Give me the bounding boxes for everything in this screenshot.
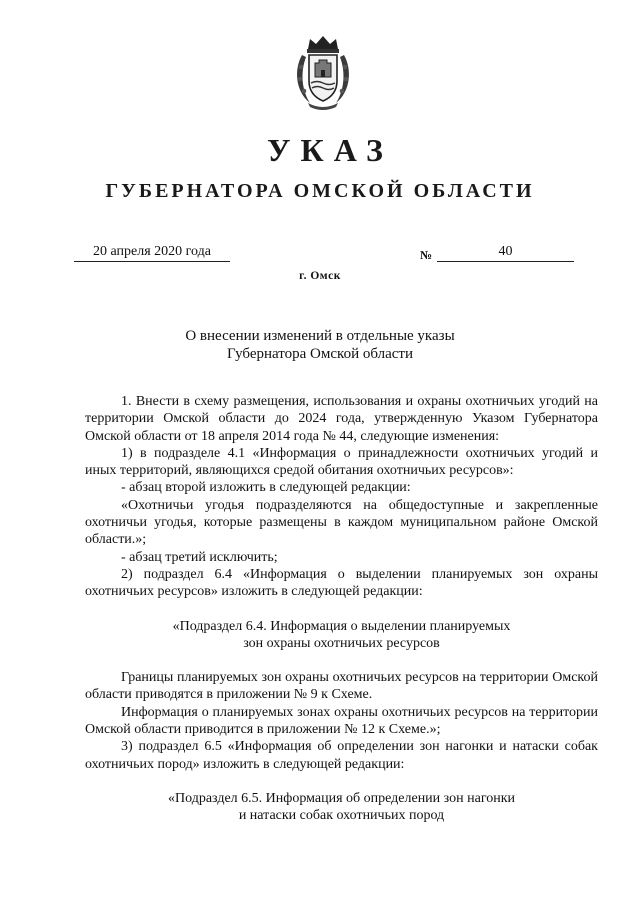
paragraph: 3) подраздел 6.5 «Информация об определении зон нагонки и натаски собак охотничьих пород» изложить в следующей редакции: bbox=[85, 739, 598, 772]
subsection-heading: и натаски собак охотничьих пород bbox=[238, 808, 445, 824]
subsection-heading: зон охраны охотничьих ресурсов bbox=[243, 635, 440, 651]
paragraph: Информация о планируемых зонах охраны охотничьих ресурсов на территории Омской области приводится в приложении № 12 к Схеме.»; bbox=[85, 704, 598, 738]
document-subtitle: ГУБЕРНАТОРА ОМСКОЙ ОБЛАСТИ bbox=[105, 180, 535, 202]
paragraph: - абзац третий исключить; bbox=[121, 549, 278, 565]
paragraph: 2) подраздел 6.4 «Информация о выделении планируемых зон охраны охотничьих ресурсов» изложить в следующей редакции: bbox=[85, 566, 598, 600]
decree-body bbox=[85, 393, 598, 825]
omsk-region-coat-of-arms-icon bbox=[292, 33, 354, 111]
paragraph: 1) в подразделе 4.1 «Информация о принадлежности охотничьих угодий и иных территорий, являющихся средой обитания охотничьих ресурсов»: bbox=[85, 445, 598, 479]
decree-heading bbox=[0, 327, 640, 363]
decree-heading-line: О внесении изменений в отдельные указы bbox=[185, 328, 455, 344]
decree-number: 40 bbox=[437, 244, 574, 262]
decree-number-label: № bbox=[420, 248, 433, 262]
paragraph: «Охотничьи угодья подразделяются на общедоступные и закрепленные охотничьи угодья, которые размещены в каждом муниципальном районе Омской области.»; bbox=[85, 497, 598, 548]
paragraph: Границы планируемых зон охраны охотничьих ресурсов на территории Омской области приводятся в приложении № 9 к Схеме. bbox=[85, 670, 598, 703]
decree-date: 20 апреля 2020 года bbox=[74, 244, 230, 262]
decree-city: г. Омск bbox=[299, 270, 341, 282]
subsection-heading: «Подраздел 6.4. Информация о выделении планируемых bbox=[172, 618, 511, 634]
decree-heading-line: Губернатора Омской области bbox=[227, 346, 413, 362]
paragraph: - абзац второй изложить в следующей редакции: bbox=[121, 480, 411, 496]
document-title: УКАЗ bbox=[267, 132, 393, 168]
subsection-heading: «Подраздел 6.5. Информация об определении зон нагонки bbox=[168, 790, 515, 806]
paragraph: 1. Внести в схему размещения, использования и охраны охотничьих угодий на территории Омской области до 2024 года, утвержденную Указом Губернатора Омской области от 18 апреля 2014 года № 44, следующие изменения: bbox=[85, 394, 598, 444]
